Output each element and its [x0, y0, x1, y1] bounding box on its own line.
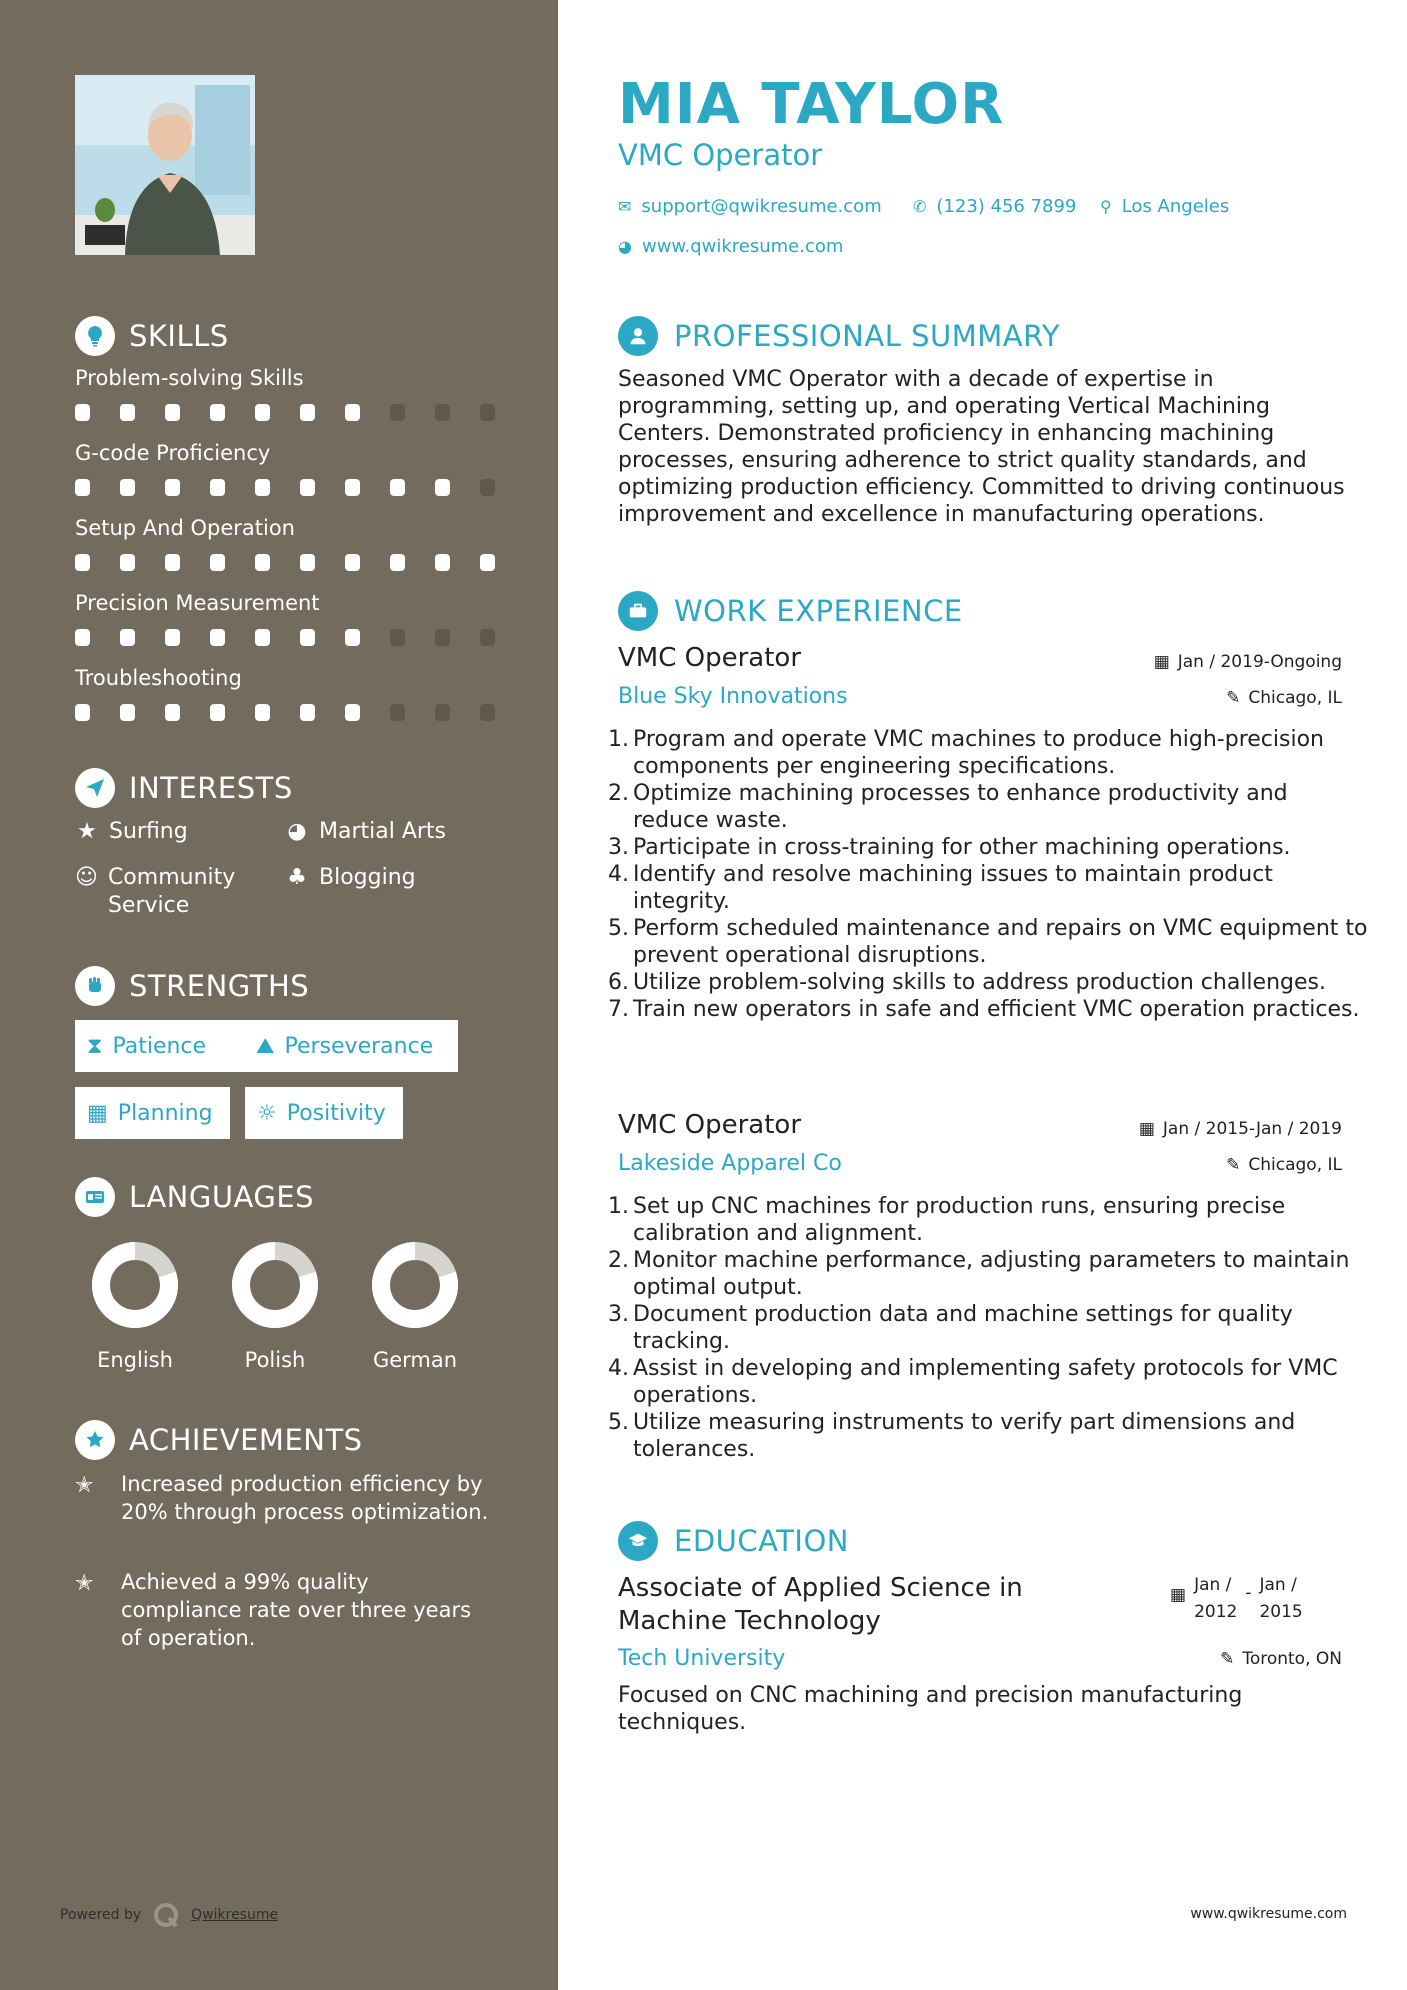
language-name: Polish: [244, 1348, 306, 1372]
skill-dot: [480, 629, 495, 646]
skill-dot: [255, 479, 270, 496]
interests-header: [75, 768, 293, 808]
skill-dot: [300, 704, 315, 721]
job-bullets: [608, 1193, 1368, 1463]
user-icon: [618, 316, 658, 356]
interest-item: ♣ Blogging: [285, 864, 416, 892]
skill-dot: [345, 554, 360, 571]
skill-dot: [480, 479, 495, 496]
education-header: [618, 1521, 849, 1561]
list-item: 7. Train new operators in safe and efficient VMC operation practices.: [608, 997, 1360, 1022]
languages-header: [75, 1177, 314, 1217]
skill-dot: [300, 554, 315, 571]
skill-dot: [75, 479, 90, 496]
skill-dot: [165, 554, 180, 571]
strength-badge: ▦ Planning: [75, 1087, 230, 1139]
list-item: 3. Participate in cross-training for other machining operations.: [608, 835, 1291, 860]
job-title: VMC Operator: [618, 643, 802, 673]
calendar-icon: ▦: [1138, 1119, 1155, 1139]
users-icon: ♣: [287, 865, 307, 890]
experience-title: WORK EXPERIENCE: [674, 594, 963, 628]
skill-dot: [120, 554, 135, 571]
pushpin-icon: ✎: [1226, 1155, 1241, 1175]
pushpin-icon: ✎: [1220, 1649, 1235, 1669]
summary-text: Seasoned VMC Operator with a decade of expertise in programming, setting up, and operating Vertical Machining Centers. Demonstrated proficiency in enhancing machining processes, ensuring adherence to strict quality standards, and optimizing production efficiency. Committed to driving continuous improvement and excellence in manufacturing operations.: [618, 367, 1345, 527]
education-dates: ▦ Jan / 2012 - Jan / 2015: [1170, 1572, 1303, 1626]
summary-header: [618, 316, 1060, 356]
phone-icon: ✆: [913, 197, 927, 216]
skill-dot: [210, 479, 225, 496]
skill-dot: [300, 629, 315, 646]
job-dates: ▦ Jan / 2015-Jan / 2019: [1138, 1119, 1342, 1139]
hikers-icon: ⛰: [256, 1033, 275, 1059]
briefcase-icon: [618, 591, 658, 631]
map-pin-icon: ⚲: [1100, 197, 1112, 216]
job-company: Blue Sky Innovations: [618, 684, 848, 709]
envelope-icon: ✉: [618, 197, 632, 216]
language-item: [345, 1240, 485, 1372]
skill-dot: [435, 629, 450, 646]
strengths-header: [75, 966, 309, 1006]
phone-contact[interactable]: ✆ (123) 456 7899: [913, 196, 1077, 217]
skill-dot: [480, 704, 495, 721]
calendar-icon: ▦: [87, 1100, 108, 1126]
education-title: EDUCATION: [674, 1524, 850, 1558]
sidebar: [0, 0, 558, 1990]
job-bullets: [608, 726, 1368, 1023]
skill-name: Setup And Operation: [75, 516, 295, 540]
language-item: [205, 1240, 345, 1372]
globe-icon: ◕: [618, 237, 632, 256]
achievement-item: ✭ Achieved a 99% quality compliance rate over three years of operation.: [75, 1570, 472, 1650]
website-contact[interactable]: ◕ www.qwikresume.com: [618, 236, 844, 257]
star-badge-icon: [75, 1420, 115, 1460]
job-location: ✎ Chicago, IL: [1226, 688, 1342, 708]
skill-dot: [120, 404, 135, 421]
skill-dot: [210, 704, 225, 721]
footer-website[interactable]: www.qwikresume.com: [1190, 1906, 1347, 1922]
strength-badge: ⛰ Perseverance: [244, 1020, 458, 1072]
languages-title: LANGUAGES: [129, 1180, 315, 1214]
list-item: 4. Assist in developing and implementing safety protocols for VMC operations.: [608, 1356, 1338, 1408]
skill-dot: [165, 404, 180, 421]
skills-header: [75, 316, 229, 356]
skill-dot: [390, 479, 405, 496]
paper-plane-icon: [75, 768, 115, 808]
list-item: 1. Program and operate VMC machines to produce high-precision components per engineering specifications.: [608, 727, 1324, 779]
list-item: 1. Set up CNC machines for production runs, ensuring precise calibration and alignment.: [608, 1194, 1286, 1246]
education-location: ✎ Toronto, ON: [1220, 1649, 1342, 1669]
star-icon: ★: [77, 819, 97, 844]
skill-dot: [165, 704, 180, 721]
strength-badge: ☼ Positivity: [245, 1087, 403, 1139]
skill-dot: [300, 404, 315, 421]
list-item: 3. Document production data and machine settings for quality tracking.: [608, 1302, 1293, 1354]
location-contact: ⚲ Los Angeles: [1100, 196, 1230, 217]
interest-item: ☺ Community Service: [75, 865, 236, 918]
profile-photo: [75, 75, 255, 255]
achievements-header: [75, 1420, 363, 1460]
skill-dot: [390, 554, 405, 571]
skill-dot: [75, 629, 90, 646]
skill-dot: [255, 554, 270, 571]
fist-icon: [75, 966, 115, 1006]
list-item: 4. Identify and resolve machining issues to maintain product integrity.: [608, 862, 1273, 914]
list-item: 5. Perform scheduled maintenance and repairs on VMC equipment to prevent operational disruptions.: [608, 916, 1368, 968]
skill-dot: [390, 629, 405, 646]
list-item: 2. Optimize machining processes to enhance productivity and reduce waste.: [608, 781, 1288, 833]
summary-title: PROFESSIONAL SUMMARY: [674, 319, 1061, 353]
hand-icon: ☺: [75, 865, 98, 890]
school-name: Tech University: [618, 1646, 786, 1671]
skill-name: Precision Measurement: [75, 591, 320, 615]
qwikresume-logo-icon: [151, 1900, 181, 1930]
globe-icon: ◕: [287, 819, 307, 844]
interest-item: ★ Surfing: [75, 818, 188, 846]
language-level-ring: [90, 1240, 180, 1330]
skill-dot: [390, 704, 405, 721]
skill-rating: [75, 704, 525, 721]
achievement-item: ✭ Increased production efficiency by 20% through process optimization.: [75, 1472, 489, 1524]
skill-dot: [480, 554, 495, 571]
language-name: English: [97, 1348, 173, 1372]
skill-dot: [255, 704, 270, 721]
language-name: German: [372, 1348, 458, 1372]
pushpin-icon: ✎: [1226, 688, 1241, 708]
shooting-star-icon: ✭: [75, 1571, 94, 1596]
skill-dot: [435, 704, 450, 721]
hourglass-icon: ⧗: [87, 1033, 103, 1059]
skill-dot: [345, 629, 360, 646]
language-item: [65, 1240, 205, 1372]
candidate-name: MIA TAYLOR: [618, 72, 1005, 137]
skill-dot: [435, 554, 450, 571]
skill-dot: [345, 479, 360, 496]
candidate-role: VMC Operator: [618, 138, 823, 172]
sun-icon: ☼: [257, 1100, 277, 1126]
job-company: Lakeside Apparel Co: [618, 1151, 842, 1176]
qwikresume-link[interactable]: Qwikresume: [191, 1907, 279, 1923]
lightbulb-icon: [75, 316, 115, 356]
skill-dot: [210, 404, 225, 421]
skill-dot: [165, 629, 180, 646]
list-item: 2. Monitor machine performance, adjusting parameters to maintain optimal output.: [608, 1248, 1350, 1300]
language-level-ring: [230, 1240, 320, 1330]
skills-title: SKILLS: [129, 319, 229, 353]
skill-dot: [75, 554, 90, 571]
shooting-star-icon: ✭: [75, 1473, 94, 1498]
skill-rating: [75, 479, 525, 496]
skill-dot: [255, 404, 270, 421]
skill-dot: [255, 629, 270, 646]
id-card-icon: [75, 1177, 115, 1217]
skill-dot: [300, 479, 315, 496]
education-description: Focused on CNC machining and precision manufacturing techniques.: [618, 1683, 1243, 1735]
job-location: ✎ Chicago, IL: [1226, 1155, 1342, 1175]
job-title: VMC Operator: [618, 1110, 802, 1140]
skill-dot: [480, 404, 495, 421]
skill-dot: [345, 704, 360, 721]
skill-dot: [120, 704, 135, 721]
main-content: [558, 0, 1407, 1990]
calendar-icon: ▦: [1170, 1585, 1187, 1605]
calendar-icon: ▦: [1153, 652, 1170, 672]
skill-dot: [435, 404, 450, 421]
skill-dot: [75, 704, 90, 721]
interests-title: INTERESTS: [129, 771, 293, 805]
skill-name: G-code Proficiency: [75, 441, 271, 465]
skill-name: Problem-solving Skills: [75, 366, 304, 390]
powered-by: Powered by Qwikresume: [60, 1900, 278, 1930]
skill-dot: [435, 479, 450, 496]
skill-dot: [120, 629, 135, 646]
skill-dot: [390, 404, 405, 421]
skill-name: Troubleshooting: [75, 666, 242, 690]
list-item: 5. Utilize measuring instruments to verify part dimensions and tolerances.: [608, 1410, 1296, 1462]
skill-dot: [210, 629, 225, 646]
skill-dot: [165, 479, 180, 496]
skill-dot: [75, 404, 90, 421]
list-item: 6. Utilize problem-solving skills to address production challenges.: [608, 970, 1326, 995]
skill-dot: [345, 404, 360, 421]
skill-dot: [210, 554, 225, 571]
degree-title: Associate of Applied Science in Machine Technology: [618, 1573, 1023, 1636]
language-level-ring: [370, 1240, 460, 1330]
interest-item: ◕ Martial Arts: [285, 818, 446, 846]
skill-dot: [120, 479, 135, 496]
email-contact[interactable]: ✉ support@qwikresume.com: [618, 196, 882, 217]
achievements-title: ACHIEVEMENTS: [129, 1423, 363, 1457]
skill-rating: [75, 404, 525, 421]
strengths-title: STRENGTHS: [129, 969, 310, 1003]
skill-rating: [75, 629, 525, 646]
skill-rating: [75, 554, 525, 571]
job-dates: ▦ Jan / 2019-Ongoing: [1153, 652, 1342, 672]
experience-header: [618, 591, 963, 631]
strength-badge: ⧗ Patience: [75, 1020, 263, 1072]
graduate-icon: [618, 1521, 658, 1561]
